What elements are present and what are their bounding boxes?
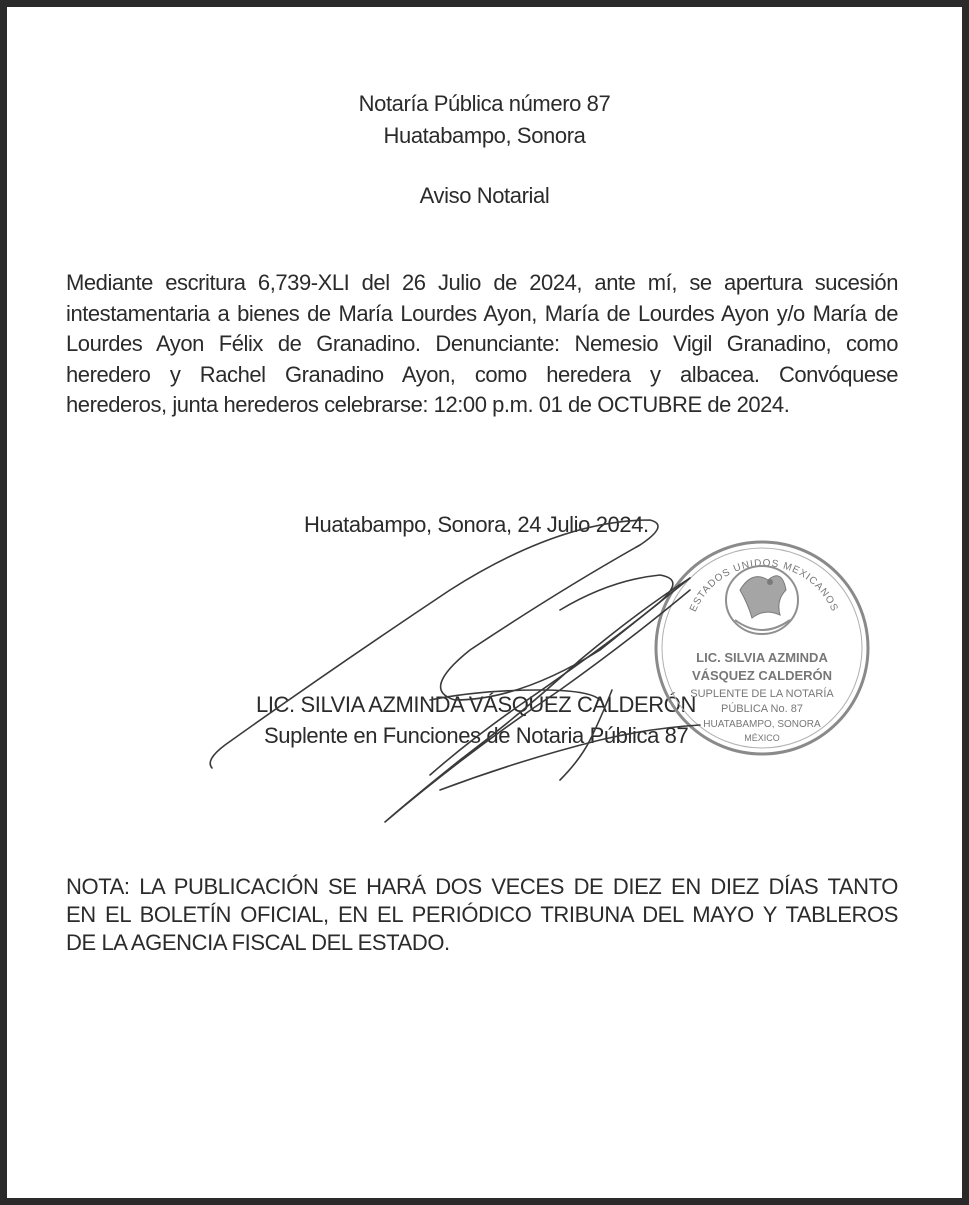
place-date: Huatabampo, Sonora, 24 Julio 2024. — [304, 512, 649, 537]
publication-note — [66, 873, 898, 957]
note-line: NOTA: LA PUBLICACIÓN SE HARÁ DOS VECES DE DIEZ EN DIEZ DÍAS TANTO — [66, 874, 898, 899]
seal-line: HUATABAMPO, SONORA — [703, 719, 821, 730]
notary-heading: Notaría Pública número 87 — [358, 91, 611, 116]
body-line: intestamentaria a bienes de María Lourdes Ayon, María de Lourdes Ayon y/o María de — [66, 300, 898, 326]
seal-line: PÚBLICA No. 87 — [721, 703, 803, 715]
seal-line: LIC. SILVIA AZMINDA — [696, 650, 828, 665]
document-title: Aviso Notarial — [419, 183, 550, 208]
signatory-role: Suplente en Funciones de Notaria Pública 87 — [264, 723, 689, 748]
note-line: DE LA AGENCIA FISCAL DEL ESTADO. — [66, 930, 450, 955]
body-line: heredero y Rachel Granadino Ayon, como heredera y albacea. Convóquese — [66, 361, 898, 387]
seal-arc-text: ESTADOS UNIDOS MEXICANOS — [687, 557, 841, 614]
body-line: Mediante escritura 6,739-XLI del 26 Julio de 2024, ante mí, se apertura sucesión — [66, 270, 898, 295]
seal-line: VÁSQUEZ CALDERÓN — [691, 668, 833, 683]
body-line: herederos, junta herederos celebrarse: 12:00 p.m. 01 de OCTUBRE de 2024. — [66, 392, 790, 417]
seal-line: MÉXICO — [744, 733, 780, 743]
city-heading: Huatabampo, Sonora — [383, 123, 586, 148]
signatory-name: LIC. SILVIA AZMINDA VÁSQUEZ CALDERÓN — [256, 692, 696, 717]
note-line: EN EL BOLETÍN OFICIAL, EN EL PERIÓDICO TRIBUNA DEL MAYO Y TABLEROS — [66, 902, 898, 927]
seal-line: SUPLENTE DE LA NOTARÍA — [690, 688, 834, 700]
body-line: Lourdes Ayon Félix de Granadino. Denunciante: Nemesio Vigil Granadino, como — [66, 331, 898, 356]
